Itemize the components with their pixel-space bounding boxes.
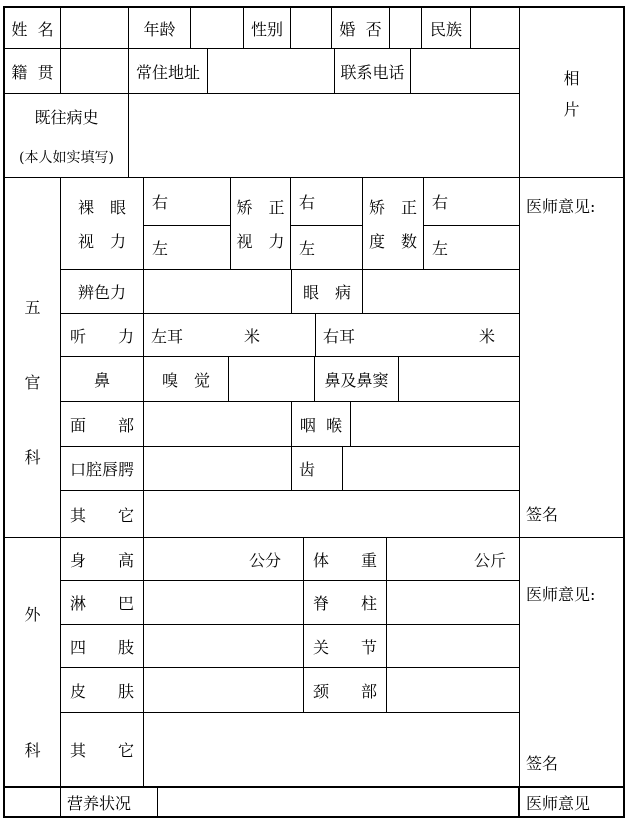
surgery-other-label: 其 它 — [61, 713, 144, 786]
ethnicity-label: 民族 — [422, 8, 471, 48]
personal-info-grid — [5, 8, 519, 177]
address-label: 常住地址 — [129, 49, 208, 93]
weight-label: 体 重 — [304, 538, 387, 580]
nutrition-input-cell[interactable] — [158, 788, 519, 816]
age-input-cell[interactable] — [191, 8, 244, 48]
age-label: 年龄 — [129, 8, 191, 48]
corrected-degree-label-line2: 度 数 — [368, 232, 417, 251]
row-ent-other — [61, 491, 519, 537]
surgery-other-input-cell[interactable] — [144, 713, 519, 786]
naked-vision-values — [144, 178, 231, 269]
surgery-signature-label: 签名 — [526, 754, 559, 773]
ent-grid — [61, 178, 519, 537]
medical-history-label-line1: 既往病史 — [34, 107, 99, 127]
height-unit-label: 公分 — [248, 550, 281, 570]
medical-history-label — [5, 94, 129, 177]
ent-section-band — [5, 178, 623, 538]
row-medical-history — [5, 94, 519, 177]
row-height-weight — [61, 538, 519, 581]
ent-section-char1: 五 — [24, 298, 41, 317]
weight-input-cell[interactable] — [387, 538, 519, 580]
meter-unit-label: 米 — [478, 326, 495, 346]
gender-input-cell[interactable] — [291, 8, 332, 48]
hearing-right-ear-input-cell[interactable] — [316, 314, 519, 356]
row-skin-neck — [61, 668, 519, 713]
nose-sinus-label: 鼻及鼻窦 — [315, 357, 399, 401]
surgery-doctor-opinion-label: 医师意见: — [526, 585, 596, 604]
corrected-degree-left-input-cell[interactable]: 左 — [432, 239, 449, 258]
corrected-vision-left-input-cell[interactable]: 左 — [299, 239, 316, 258]
corrected-vision-label-line1: 矫 正 — [236, 198, 285, 217]
ethnicity-input-cell[interactable] — [471, 8, 519, 48]
corrected-vision-values — [291, 178, 363, 269]
face-label: 面 部 — [61, 402, 144, 446]
meter-unit-label: 米 — [243, 326, 260, 346]
oral-label: 口腔唇腭 — [61, 447, 144, 490]
row-surgery-other — [61, 713, 519, 786]
surgery-grid — [61, 538, 519, 786]
limbs-label: 四 肢 — [61, 625, 144, 667]
teeth-label: 齿 — [292, 447, 343, 490]
weight-unit-label: 公斤 — [473, 550, 506, 570]
phone-input-cell[interactable] — [411, 49, 519, 93]
surgery-section-band — [5, 538, 623, 788]
limbs-input-cell[interactable] — [144, 625, 304, 667]
throat-input-cell[interactable] — [351, 402, 519, 446]
surgery-section-char2: 科 — [24, 740, 41, 760]
photo-label-char1: 相 — [563, 68, 580, 88]
photo-cell[interactable] — [519, 8, 623, 177]
medical-exam-form — [3, 6, 625, 818]
neck-label: 颈 部 — [304, 668, 387, 712]
ent-section-char2: 官 — [24, 373, 41, 392]
smell-label: 嗅 觉 — [144, 357, 229, 401]
left-ear-label: 左耳 — [151, 326, 184, 346]
throat-label: 咽 喉 — [292, 402, 351, 446]
nutrition-label: 营养状况 — [61, 788, 158, 816]
nutrition-doctor-opinion-cell[interactable]: 医师意见 — [519, 788, 623, 816]
personal-info-band — [5, 8, 623, 178]
photo-label-char2: 片 — [563, 99, 580, 119]
corrected-degree-label-line1: 矫 正 — [368, 198, 417, 217]
marital-input-cell[interactable] — [390, 8, 422, 48]
surgery-section-label — [5, 538, 61, 786]
face-input-cell[interactable] — [144, 402, 292, 446]
skin-input-cell[interactable] — [144, 668, 304, 712]
joints-label: 关 节 — [304, 625, 387, 667]
naked-vision-label — [61, 178, 144, 269]
color-vision-input-cell[interactable] — [144, 270, 292, 313]
naked-vision-right-input-cell[interactable]: 右 — [144, 178, 230, 226]
surgery-doctor-opinion-cell[interactable] — [519, 538, 623, 786]
row-nose — [61, 357, 519, 402]
gender-label: 性别 — [244, 8, 291, 48]
nutrition-lead-blank-cell — [5, 788, 61, 816]
marital-label: 婚 否 — [332, 8, 390, 48]
corrected-vision-right-input-cell[interactable]: 右 — [291, 178, 362, 226]
teeth-input-cell[interactable] — [343, 447, 519, 490]
corrected-vision-label-line2: 视 力 — [236, 232, 285, 251]
row-face — [61, 402, 519, 447]
color-vision-label: 辨色力 — [61, 270, 144, 313]
row-color-vision — [61, 270, 519, 314]
right-ear-label: 右耳 — [323, 326, 356, 346]
row-limbs-joints — [61, 625, 519, 668]
smell-input-cell[interactable] — [229, 357, 315, 401]
ent-doctor-opinion-cell[interactable] — [519, 178, 623, 537]
joints-input-cell[interactable] — [387, 625, 519, 667]
native-place-input-cell[interactable] — [61, 49, 129, 93]
ent-other-input-cell[interactable] — [144, 491, 519, 537]
phone-label: 联系电话 — [335, 49, 411, 93]
ent-doctor-opinion-label: 医师意见: — [526, 197, 596, 216]
medical-history-label-line2: (本人如实填写) — [19, 149, 114, 166]
name-label: 姓 名 — [5, 8, 61, 48]
nose-label: 鼻 — [61, 357, 144, 401]
corrected-degree-right-input-cell[interactable]: 右 — [424, 178, 519, 226]
oral-input-cell[interactable] — [144, 447, 292, 490]
skin-label: 皮 肤 — [61, 668, 144, 712]
name-input-cell[interactable] — [61, 8, 129, 48]
height-label: 身 高 — [61, 538, 144, 580]
height-input-cell[interactable] — [144, 538, 304, 580]
corrected-degree-values — [424, 178, 519, 269]
ent-section-char3: 科 — [24, 448, 41, 467]
ent-other-label: 其 它 — [61, 491, 144, 537]
row-address-phone — [5, 49, 519, 94]
hearing-label: 听 力 — [61, 314, 144, 356]
row-lymph-spine — [61, 581, 519, 625]
hearing-left-ear-input-cell[interactable] — [144, 314, 316, 356]
address-input-cell[interactable] — [208, 49, 335, 93]
lymph-label: 淋 巴 — [61, 581, 144, 624]
row-hearing — [61, 314, 519, 357]
surgery-section-char1: 外 — [24, 604, 41, 624]
spine-label: 脊 柱 — [304, 581, 387, 624]
native-place-label: 籍 贯 — [5, 49, 61, 93]
naked-vision-left-input-cell[interactable]: 左 — [152, 239, 169, 258]
eye-disease-input-cell[interactable] — [363, 270, 519, 313]
ent-section-label — [5, 178, 61, 537]
spine-input-cell[interactable] — [387, 581, 519, 624]
row-oral — [61, 447, 519, 491]
nutrition-band — [5, 788, 623, 816]
lymph-input-cell[interactable] — [144, 581, 304, 624]
corrected-degree-label — [363, 178, 424, 269]
corrected-vision-label — [231, 178, 291, 269]
row-name-age — [5, 8, 519, 49]
naked-vision-label-line2: 视 力 — [77, 232, 126, 251]
medical-history-input-area[interactable] — [129, 94, 519, 177]
ent-signature-label: 签名 — [526, 505, 559, 524]
row-vision — [61, 178, 519, 270]
eye-disease-label: 眼 病 — [292, 270, 363, 313]
neck-input-cell[interactable] — [387, 668, 519, 712]
nose-sinus-input-cell[interactable] — [399, 357, 519, 401]
naked-vision-label-line1: 裸 眼 — [77, 198, 126, 217]
